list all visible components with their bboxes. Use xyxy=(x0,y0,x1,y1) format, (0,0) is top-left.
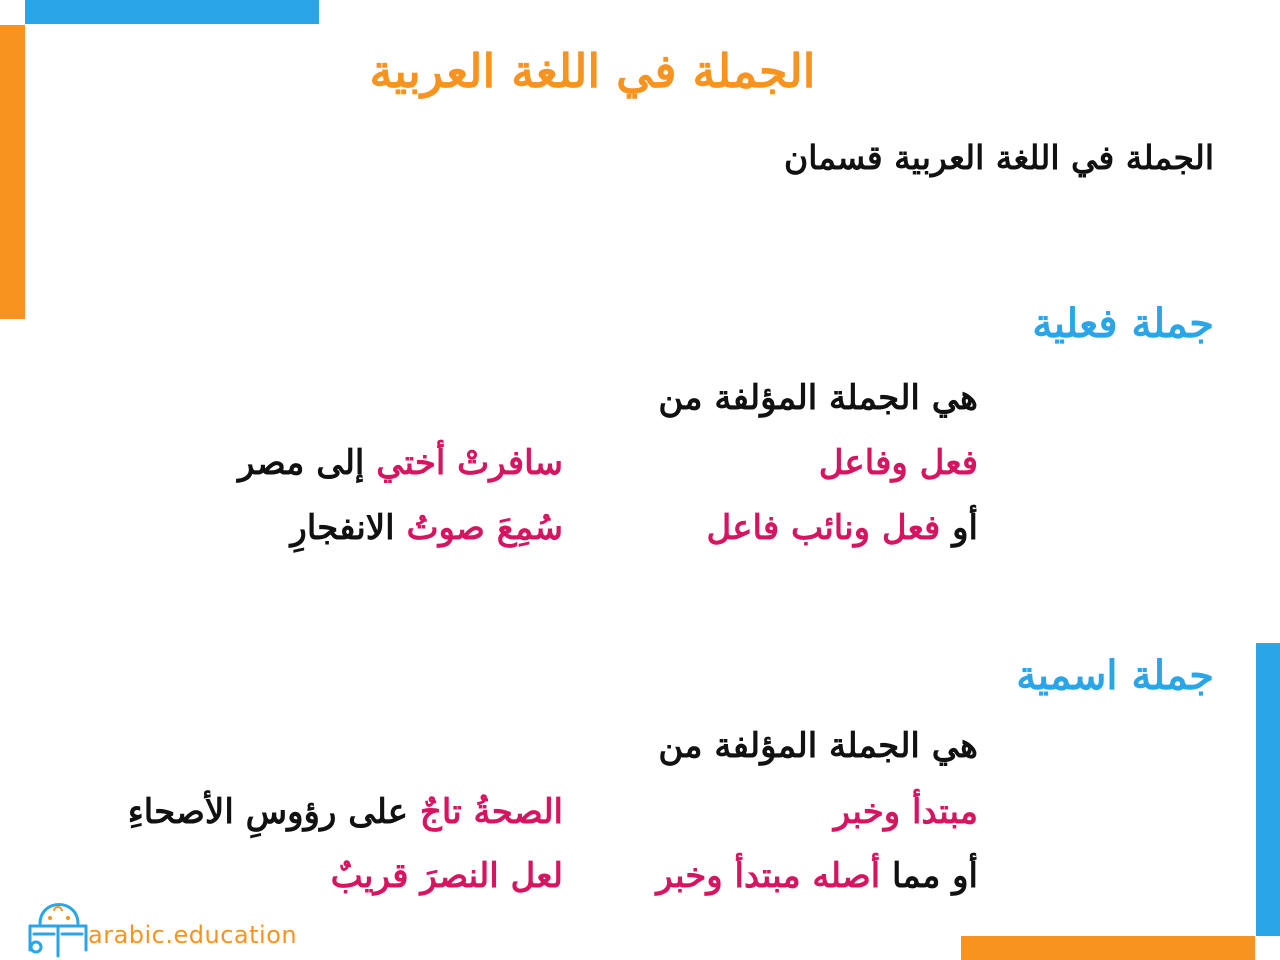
section2-row2-term xyxy=(656,856,978,896)
section2-row2-term-highlight: أصله مبتدأ وخبر xyxy=(656,856,881,896)
section2-row2-example-highlight: لعل النصرَ قريبٌ xyxy=(330,856,563,896)
section2-row2-prefix: أو مما xyxy=(880,856,978,896)
section1-row2-example-highlight: سُمِعَ صوتُ xyxy=(406,508,563,548)
left-orange-accent-bar xyxy=(0,25,25,319)
right-blue-accent-bar xyxy=(1256,643,1280,936)
logo-wordmark: arabic.education xyxy=(88,921,298,949)
section2-row1-example-highlight: الصحةُ تاجٌ xyxy=(419,792,563,832)
slide-title: الجملة في اللغة العربية xyxy=(369,44,816,98)
intro-text: الجملة في اللغة العربية قسمان xyxy=(784,138,1214,177)
section1-row2-term xyxy=(706,508,978,548)
section2-definition: هي الجملة المؤلفة من xyxy=(658,726,978,766)
section1-row1-example xyxy=(238,443,563,483)
section2-row1-example xyxy=(128,792,563,832)
section1-row1-term: فعل وفاعل xyxy=(818,443,978,483)
section1-row2-example xyxy=(290,508,563,548)
section1-row2-term-highlight: فعل ونائب فاعل xyxy=(706,508,941,548)
section1-row2-prefix: أو xyxy=(940,508,978,548)
section2-row1-term: مبتدأ وخبر xyxy=(833,792,978,832)
section1-row1-example-highlight: سافرتْ أختي xyxy=(376,443,563,483)
bottom-orange-accent-bar xyxy=(961,936,1255,960)
top-blue-accent-bar xyxy=(25,0,319,24)
section-heading-nominal-sentence: جملة اسمية xyxy=(1016,652,1214,699)
section1-row2-example-rest: الانفجارِ xyxy=(290,508,407,548)
section1-definition: هي الجملة المؤلفة من xyxy=(658,378,978,418)
section1-row1-example-rest: إلى مصر xyxy=(237,443,377,483)
section2-row1-example-rest: على رؤوسِ الأصحاءِ xyxy=(127,792,420,832)
section2-row2-example xyxy=(331,856,563,896)
section-heading-verbal-sentence: جملة فعلية xyxy=(1032,300,1214,347)
